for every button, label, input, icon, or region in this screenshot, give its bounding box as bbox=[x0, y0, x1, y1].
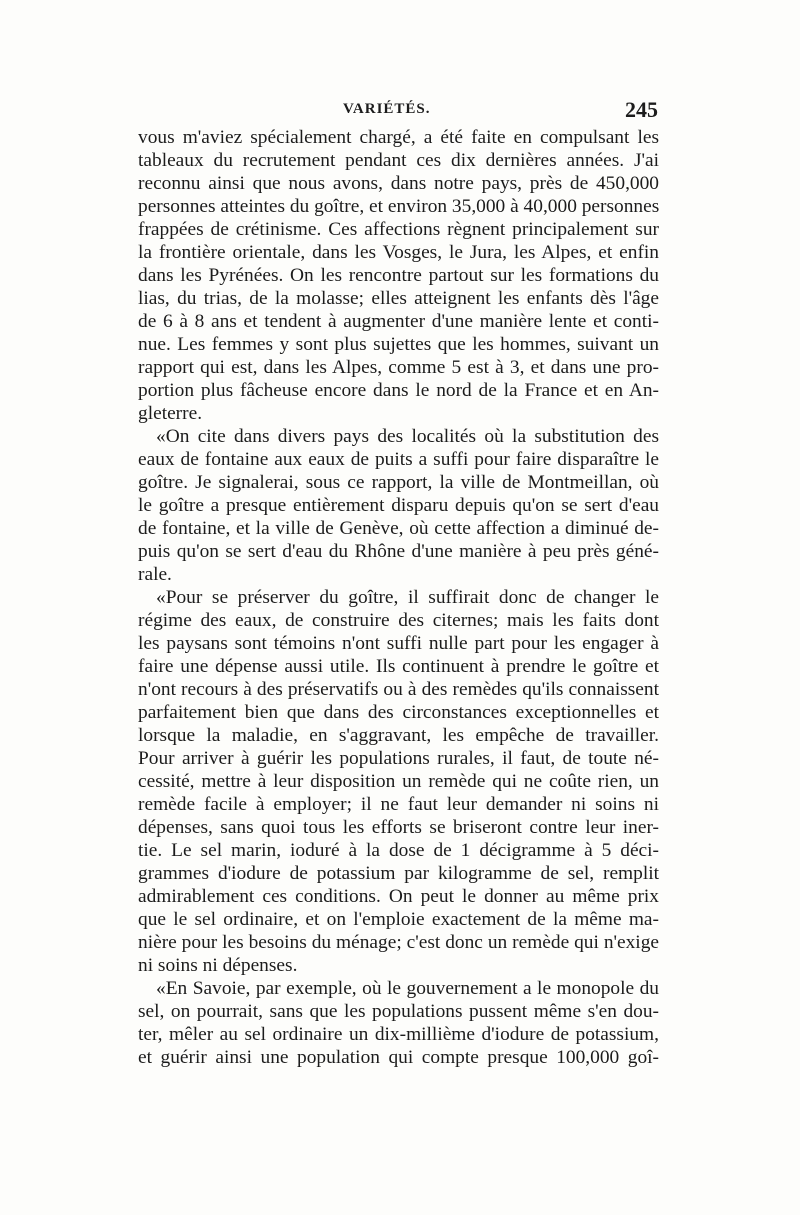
text-line: nue. Les femmes y sont plus sujettes que les hommes, suivant un bbox=[138, 334, 659, 355]
paragraph bbox=[138, 126, 659, 425]
running-title: VARIÉTÉS. bbox=[343, 101, 431, 117]
text-line: lorsque la maladie, en s'aggravant, les empêche de travailler. bbox=[138, 725, 659, 746]
text-line: vous m'aviez spécialement chargé, a été faite en compulsant les bbox=[138, 127, 659, 148]
paragraph bbox=[138, 977, 659, 1069]
text-line: puis qu'on se sert d'eau du Rhône d'une manière à peu près géné- bbox=[138, 541, 659, 562]
text-line: et guérir ainsi une population qui compte presque 100,000 goî- bbox=[138, 1047, 659, 1068]
text-line: nière pour les besoins du ménage; c'est donc un remède qui n'exige bbox=[138, 932, 659, 953]
text-line: la frontière orientale, dans les Vosges, le Jura, les Alpes, et enfin bbox=[138, 242, 659, 263]
text-line: personnes atteintes du goître, et environ 35,000 à 40,000 personnes bbox=[138, 196, 660, 217]
text-line: cessité, mettre à leur disposition un remède qui ne coûte rien, un bbox=[138, 771, 659, 792]
paragraph bbox=[138, 586, 659, 977]
text-line: ter, mêler au sel ordinaire un dix-millième d'iodure de potassium, bbox=[138, 1024, 659, 1045]
text-line: portion plus fâcheuse encore dans le nord de la France et en An- bbox=[138, 380, 659, 401]
text-line: Pour arriver à guérir les populations rurales, il faut, de toute né- bbox=[138, 748, 659, 769]
text-line: dépenses, sans quoi tous les efforts se briseront contre leur iner- bbox=[138, 817, 659, 838]
text-line: régime des eaux, de construire des citernes; mais les faits dont bbox=[138, 610, 659, 631]
text-line: frappées de crétinisme. Ces affections règnent principalement sur bbox=[138, 219, 659, 240]
text-line: tie. Le sel marin, ioduré à la dose de 1 décigramme à 5 déci- bbox=[138, 840, 659, 861]
text-line: remède facile à employer; il ne faut leur demander ni soins ni bbox=[138, 794, 659, 815]
text-line: rale. bbox=[138, 564, 172, 585]
text-line: reconnu ainsi que nous avons, dans notre pays, près de 450,000 bbox=[138, 173, 659, 194]
text-line: goître. Je signalerai, sous ce rapport, la ville de Montmeillan, où bbox=[138, 472, 659, 493]
page-number: 245 bbox=[625, 97, 658, 122]
text-line: eaux de fontaine aux eaux de puits a suffi pour faire disparaître le bbox=[138, 449, 659, 470]
text-line: ni soins ni dépenses. bbox=[138, 955, 298, 976]
page-header bbox=[138, 97, 658, 127]
text-line: faire une dépense aussi utile. Ils continuent à prendre le goître et bbox=[138, 656, 659, 677]
text-line: que le sel ordinaire, et on l'emploie exactement de la même ma- bbox=[138, 909, 659, 930]
text-line: parfaitement bien que dans des circonstances exceptionnelles et bbox=[138, 702, 659, 723]
text-line: rapport qui est, dans les Alpes, comme 5 est à 3, et dans une pro- bbox=[138, 357, 659, 378]
text-line: gleterre. bbox=[138, 403, 203, 424]
text-line: «En Savoie, par exemple, où le gouvernement a le monopole du bbox=[156, 978, 659, 999]
text-line: de fontaine, et la ville de Genève, où cette affection a diminué de- bbox=[138, 518, 659, 539]
text-line: dans les Pyrénées. On les rencontre partout sur les formations du bbox=[138, 265, 659, 286]
text-line: les paysans sont témoins n'ont suffi nulle part pour les engager à bbox=[138, 633, 659, 654]
text-line: tableaux du recrutement pendant ces dix dernières années. J'ai bbox=[138, 150, 659, 171]
text-line: n'ont recours à des préservatifs ou à des remèdes qu'ils connaissent bbox=[138, 679, 659, 700]
text-line: «Pour se préserver du goître, il suffirait donc de changer le bbox=[156, 587, 659, 608]
text-line: grammes d'iodure de potassium par kilogramme de sel, remplit bbox=[138, 863, 659, 884]
body-text bbox=[138, 126, 659, 1069]
text-line: admirablement ces conditions. On peut le donner au même prix bbox=[138, 886, 659, 907]
text-line: le goître a presque entièrement disparu depuis qu'on se sert d'eau bbox=[138, 495, 659, 516]
text-line: «On cite dans divers pays des localités où la substitution des bbox=[156, 426, 659, 447]
paragraph bbox=[138, 425, 659, 586]
text-line: lias, du trias, de la molasse; elles atteignent les enfants dès l'âge bbox=[138, 288, 659, 309]
text-line: de 6 à 8 ans et tendent à augmenter d'une manière lente et conti- bbox=[138, 311, 659, 332]
text-line: sel, on pourrait, sans que les populations pussent même s'en dou- bbox=[138, 1001, 659, 1022]
